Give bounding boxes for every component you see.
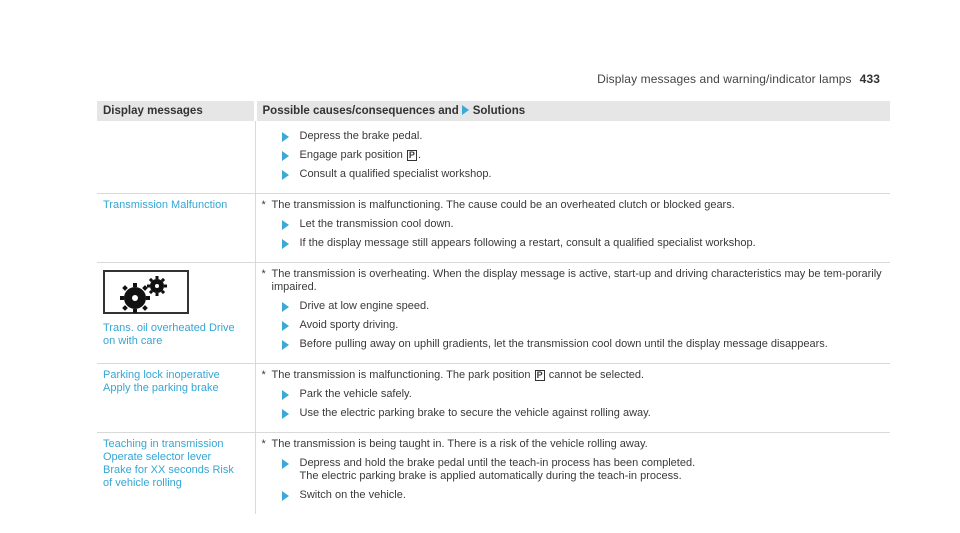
park-position-symbol: P (536, 370, 543, 380)
cause-cell (255, 433, 890, 515)
triangle-right-icon (282, 459, 289, 469)
cause-cell (255, 364, 890, 433)
col-header-causes-label: Possible causes/consequences and (262, 105, 459, 117)
solution-step (262, 218, 885, 231)
display-messages-table (97, 101, 890, 514)
solution-step: Engage park position P . (262, 149, 885, 162)
message-text: on with care (103, 335, 163, 347)
triangle-right-icon (282, 132, 289, 142)
message-text: Trans. oil overheated Drive (103, 322, 235, 334)
triangle-right-icon (282, 170, 289, 180)
cause-marker: * (261, 369, 266, 381)
triangle-right-icon (282, 340, 289, 350)
step-text: Engage park position (299, 149, 403, 161)
cause-text (262, 369, 885, 382)
col-header-solutions-label: Solutions (472, 105, 526, 117)
page-number: 433 (859, 72, 880, 86)
cause-body: The transmission is overheating. When the display message is active, start-up and driving characteristics may be tem-porarily impaired. (271, 268, 882, 293)
cause-marker: * (261, 268, 266, 280)
triangle-right-icon (282, 409, 289, 419)
solution-step (262, 319, 885, 332)
triangle-right-icon (282, 220, 289, 230)
cause-marker: * (261, 199, 266, 211)
step-text: Depress the brake pedal. (299, 130, 423, 142)
message-cell (97, 263, 255, 364)
step-text: If the display message still appears following a restart, consult a qualified specialist workshop. (299, 237, 756, 249)
cause-body: The transmission is malfunctioning. The cause could be an overheated clutch or blocked gears. (271, 199, 735, 211)
table-row (97, 263, 890, 364)
step-text: Consult a qualified specialist workshop. (299, 168, 492, 180)
triangle-right-icon (282, 239, 289, 249)
solution-step (262, 407, 885, 420)
table-row (97, 433, 890, 515)
triangle-right-icon (282, 491, 289, 501)
message-cell (97, 364, 255, 433)
message-text: Operate selector lever (103, 451, 212, 463)
message-cell (97, 121, 255, 194)
solution-step (262, 457, 885, 483)
cause-marker: * (261, 438, 266, 450)
cause-body-end: cannot be selected. (548, 369, 645, 381)
message-text: Brake for XX seconds Risk (103, 464, 234, 476)
overheated-gears-icon (103, 270, 189, 314)
step-text: Let the transmission cool down. (299, 218, 454, 230)
solution-step (262, 489, 885, 502)
cause-body: The transmission is malfunctioning. The park position (271, 369, 531, 381)
step-text: Drive at low engine speed. (299, 300, 430, 312)
step-text: Switch on the vehicle. (299, 489, 406, 501)
message-text: Transmission Malfunction (103, 199, 228, 211)
triangle-right-icon (282, 151, 289, 161)
step-text: Avoid sporty driving. (299, 319, 399, 331)
col-header-causes (255, 101, 890, 121)
table-row (97, 194, 890, 263)
cause-body: The transmission is being taught in. There is a risk of the vehicle rolling away. (271, 438, 648, 450)
cause-text (262, 438, 885, 451)
step-text: Before pulling away on uphill gradients, let the transmission cool down until the display message disappears. (299, 338, 828, 350)
solution-step (262, 237, 885, 250)
triangle-right-icon (462, 105, 469, 115)
message-cell (97, 433, 255, 515)
message-text: of vehicle rolling (103, 477, 182, 489)
message-text: Parking lock inoperative (103, 369, 220, 381)
solution-step (262, 300, 885, 313)
table-header-row (97, 101, 890, 121)
cause-cell (255, 194, 890, 263)
park-position-symbol: P (408, 150, 415, 160)
table-row (97, 121, 890, 194)
message-cell (97, 194, 255, 263)
triangle-right-icon (282, 302, 289, 312)
cause-text (262, 268, 885, 294)
solution-step (262, 168, 885, 181)
cause-cell (255, 121, 890, 194)
solution-step (262, 130, 885, 143)
message-text: Teaching in transmission (103, 438, 224, 450)
message-text: Apply the parking brake (103, 382, 219, 394)
step-text: Use the electric parking brake to secure the vehicle against rolling away. (299, 407, 651, 419)
section-title: Display messages and warning/indicator lamps (597, 72, 852, 86)
solution-step (262, 338, 885, 351)
cause-text (262, 199, 885, 212)
step-note: The electric parking brake is applied automatically during the teach-in process. (299, 470, 682, 482)
step-text: Depress and hold the brake pedal until the teach-in process has been completed. (299, 457, 696, 469)
cause-cell (255, 263, 890, 364)
step-text: Park the vehicle safely. (299, 388, 412, 400)
running-header (597, 72, 880, 86)
col-header-messages: Display messages (97, 101, 255, 121)
triangle-right-icon (282, 390, 289, 400)
table-row (97, 364, 890, 433)
solution-step (262, 388, 885, 401)
triangle-right-icon (282, 321, 289, 331)
